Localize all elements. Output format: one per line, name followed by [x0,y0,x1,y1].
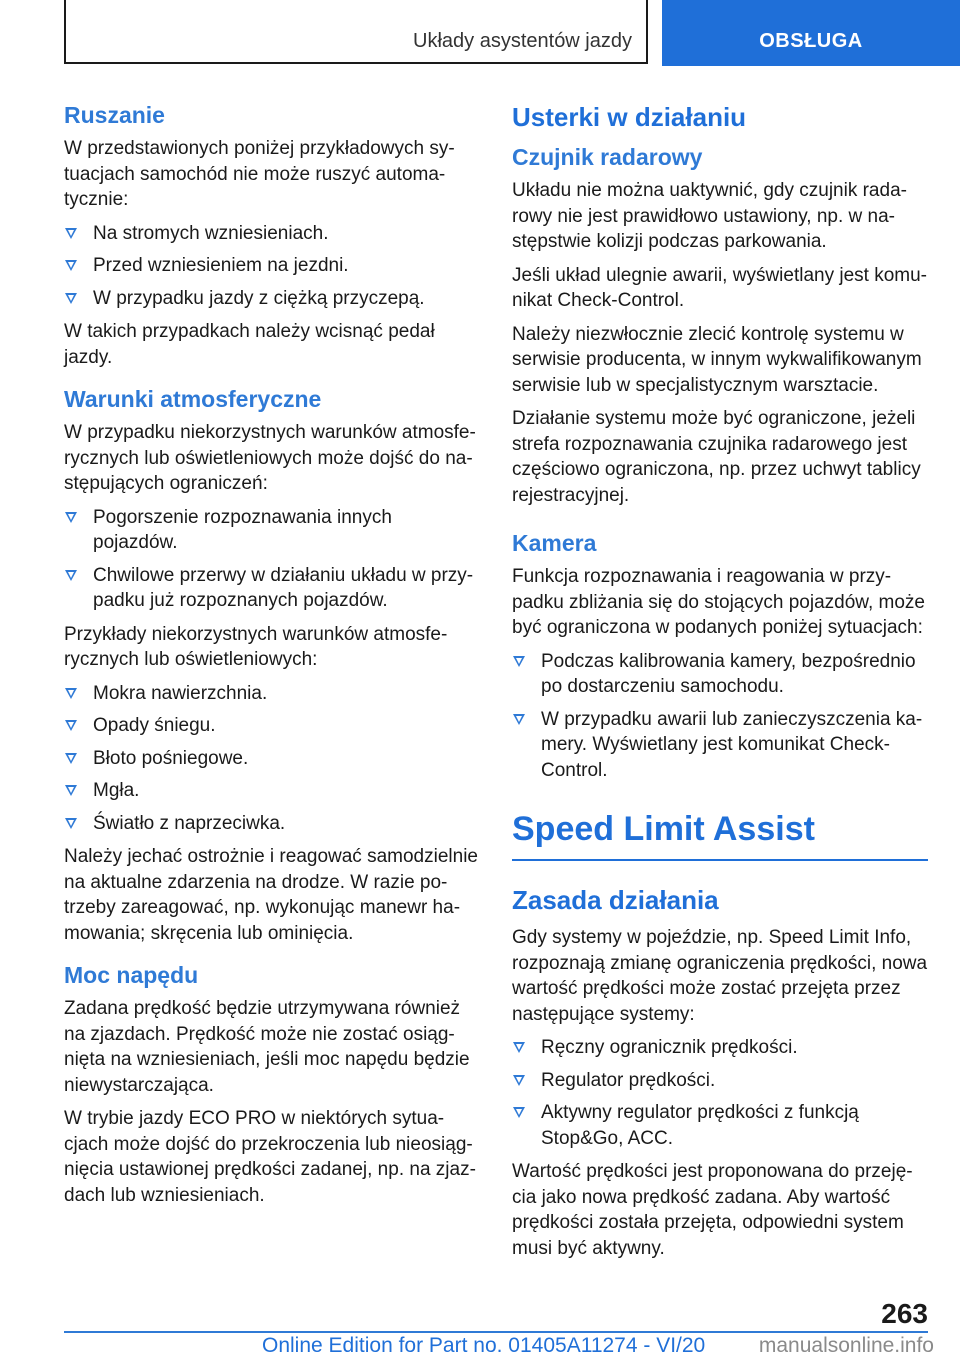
triangle-bullet-icon [65,753,77,764]
bullet-list [64,221,480,312]
header-section-title: Układy asystentów jazdy [413,30,632,52]
heading-usterki: Usterki w działaniu [512,102,747,132]
paragraph: Należy niezwłocznie zlecić kontrolę systemu w serwisie producenta, w innym wykwalifikowanym serwisie lub w specjalistycznym warsztacie. [512,323,922,396]
paragraph: Funkcja rozpoznawania i reagowania w przy-padku zbliżania się do stojących pojazdów, może być ograniczona w podanych poniżej sytuacjach: [512,566,925,638]
heading-ruszanie: Ruszanie [64,102,165,128]
bullet-list [512,1035,928,1151]
section-ruszanie [64,100,480,370]
list-item: Błoto pośniegowe. [64,746,480,772]
bullet-list [512,649,928,784]
triangle-bullet-icon [513,656,525,667]
paragraph: Jeśli układ ulegnie awarii, wyświetlany jest komu-nikat Check-Control. [512,264,928,311]
bullet-list [64,681,480,837]
triangle-bullet-icon [513,1042,525,1053]
paragraph: Działanie systemu może być ograniczone, jeżeli strefa rozpoznawania czujnika radarowego jest częściowo ograniczona, np. przez uchwyt tablicy rejestracyjnej. [512,408,921,506]
list-item: Podczas kalibrowania kamery, bezpośrednio po dostarczeniu samochodu. [512,649,928,700]
list-item: Pogorszenie rozpoznawania innych pojazdów. [64,505,480,556]
paragraph: W przedstawionych poniżej przykładowych sy-tuacjach samochód nie może ruszyć automa-tycznie: [64,138,455,210]
triangle-bullet-icon [65,512,77,523]
bullet-list [64,505,480,614]
footer-watermark: manualsonline.info [758,1334,934,1357]
footer-divider [64,1331,928,1333]
paragraph: Gdy systemy w pojeździe, np. Speed Limit Info, rozpoznają zmianę ograniczenia prędkości, nowa wartość prędkości może zostać przejęta przez następujące systemy: [512,927,928,1025]
paragraph: Wartość prędkości jest proponowana do przeję-cia jako nowa prędkość zadana. Aby wartość prędkości została przejęta, odpowiedni system musi być aktywny. [512,1161,913,1259]
paragraph: Należy jechać ostrożnie i reagować samodzielnie na aktualne zdarzenia na drodze. W razie po-trzeby zareagować, np. wykonując manewr ha-mowania; skręcenia lub ominięcia. [64,846,478,944]
heading-kamera: Kamera [512,530,597,556]
list-item: Światło z naprzeciwka. [64,811,480,837]
list-item: Aktywny regulator prędkości z funkcją Stop&Go, ACC. [512,1100,928,1151]
footer-edition-text: Online Edition for Part no. 01405A11274 - VI/20 [262,1334,706,1357]
triangle-bullet-icon [65,818,77,829]
section-warunki [64,384,480,946]
header-chapter-tab: OBSŁUGA [662,0,960,66]
list-item: Chwilowe przerwy w działaniu układu w przy-padku już rozpoznanych pojazdów. [64,563,480,614]
page-header [0,0,960,66]
triangle-bullet-icon [65,570,77,581]
paragraph: W takich przypadkach należy wcisnąć pedał jazdy. [64,321,435,368]
header-section-box [64,0,648,64]
heading-speed-limit-assist: Speed Limit Assist [512,807,928,861]
list-item: Ręczny ogranicznik prędkości. [512,1035,928,1061]
list-item: Opady śniegu. [64,713,480,739]
triangle-bullet-icon [65,720,77,731]
list-item: Na stromych wzniesieniach. [64,221,480,247]
triangle-bullet-icon [513,1107,525,1118]
triangle-bullet-icon [65,260,77,271]
heading-czujnik: Czujnik radarowy [512,144,703,170]
right-column [512,100,928,1275]
section-usterki [512,100,928,783]
list-item: Mgła. [64,778,480,804]
list-item: Regulator prędkości. [512,1068,928,1094]
triangle-bullet-icon [65,785,77,796]
page-number: 263 [881,1298,928,1329]
paragraph: Układu nie można uaktywnić, gdy czujnik rada-rowy nie jest prawidłowo ustawiony, np. w na-stępstwie kolizji podczas parkowania. [512,180,907,252]
list-item: W przypadku jazdy z ciężką przyczepą. [64,286,480,312]
list-item: Przed wzniesieniem na jezdni. [64,253,480,279]
section-moc [64,960,480,1208]
heading-warunki: Warunki atmosferyczne [64,386,322,412]
section-speed-limit-assist [512,797,928,1261]
list-item: W przypadku awarii lub zanieczyszczenia ka-mery. Wyświetlany jest komunikat Check-Control. [512,707,928,784]
triangle-bullet-icon [65,228,77,239]
paragraph: W trybie jazdy ECO PRO w niektórych sytua-cjach może dojść do przekroczenia lub nieosiąg-nięcia ustawionej prędkości zadanej, np. na zjaz-dach lub wzniesieniach. [64,1108,476,1206]
left-column [64,100,480,1222]
heading-zasada: Zasada działania [512,885,719,915]
triangle-bullet-icon [513,1075,525,1086]
triangle-bullet-icon [65,688,77,699]
paragraph: Zadana prędkość będzie utrzymywana również na zjazdach. Prędkość może nie zostać osiąg-nięta na wzniesieniach, jeśli moc napędu będzie niewystarczająca. [64,998,470,1096]
heading-moc: Moc napędu [64,962,199,988]
paragraph: Przykłady niekorzystnych warunków atmosfe-rycznych lub oświetleniowych: [64,623,448,670]
list-item: Mokra nawierzchnia. [64,681,480,707]
triangle-bullet-icon [65,293,77,304]
paragraph: W przypadku niekorzystnych warunków atmosfe-rycznych lub oświetleniowych może dojść do na-stępujących ograniczeń: [64,422,476,494]
triangle-bullet-icon [513,714,525,725]
